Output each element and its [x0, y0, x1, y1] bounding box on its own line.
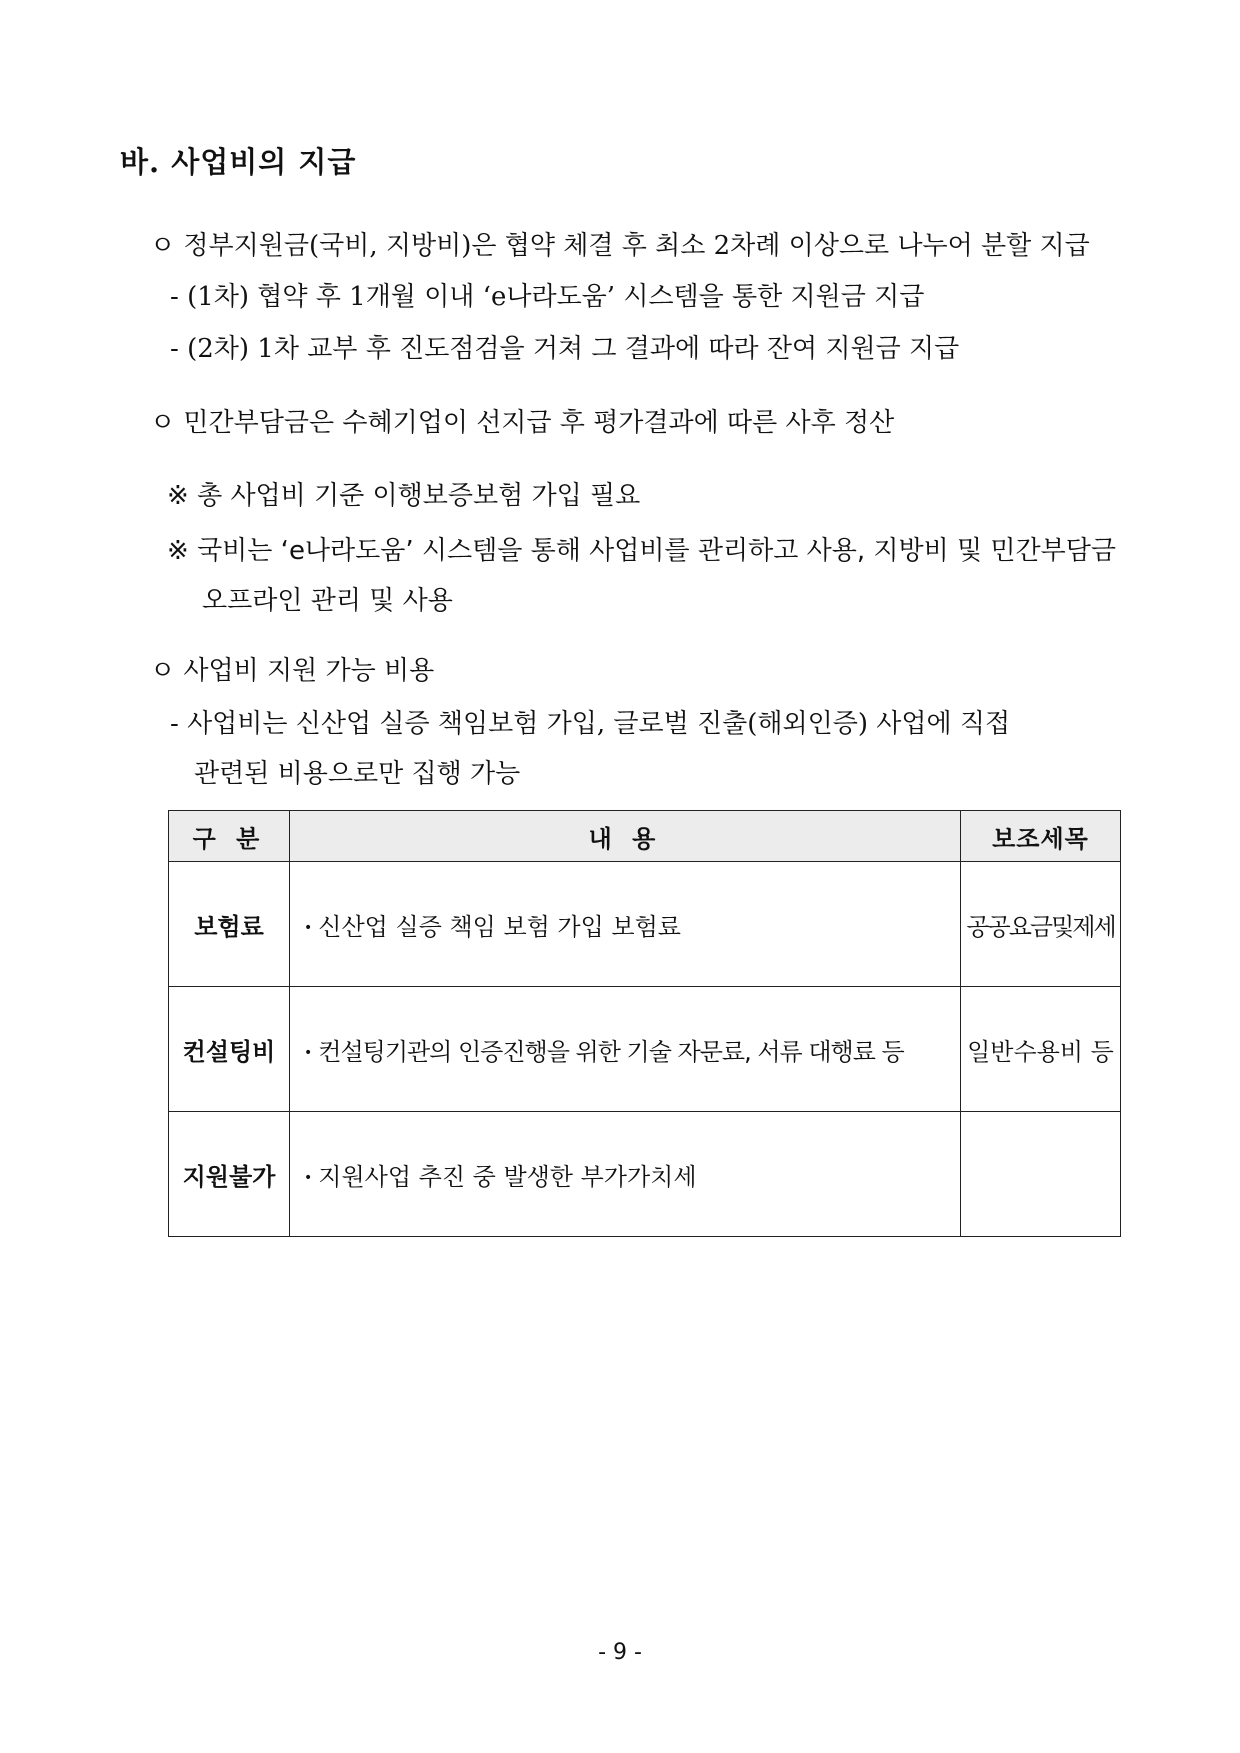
dash-marker: - — [170, 334, 179, 364]
paragraph-government-subsidy — [150, 225, 1090, 262]
row-content-text: 지원사업 추진 중 발생한 부가가치세 — [318, 1162, 697, 1191]
paragraph-private-burden — [150, 402, 894, 439]
sub-item-first-payment — [170, 276, 924, 313]
sub-item-second-payment — [170, 328, 959, 365]
header-content: 내 용 — [290, 811, 961, 862]
row-sub-item — [961, 1112, 1121, 1237]
paragraph-text: 사업비 지원 가능 비용 — [183, 656, 435, 686]
row-content-text: 컨설팅기관의 인증진행을 위한 기술 자문료, 서류 대행료 등 — [318, 1037, 904, 1066]
page-number: - 9 - — [598, 1640, 642, 1665]
row-sub-item: 공공요금및제세 — [961, 862, 1121, 987]
circle-marker: ㅇ — [150, 656, 176, 686]
sub-item-text: (2차) 1차 교부 후 진도점검을 거쳐 그 결과에 따라 잔여 지원금 지급 — [187, 334, 960, 364]
sub-item-direct-costs — [170, 703, 1010, 740]
reference-mark: ※ — [167, 481, 189, 511]
note-text: 총 사업비 기준 이행보증보험 가입 필요 — [197, 481, 641, 511]
note-text: 국비는 ‘e나라도움’ 시스템을 통해 사업비를 관리하고 사용, 지방비 및 민간부담금 — [197, 536, 1116, 566]
row-category: 컨설팅비 — [169, 987, 290, 1112]
note-national-funds-continued: 오프라인 관리 및 사용 — [202, 586, 453, 616]
section-title: 바. 사업비의 지급 — [120, 145, 357, 179]
header-category: 구 분 — [169, 811, 290, 862]
row-content — [290, 862, 961, 987]
row-category: 보험료 — [169, 862, 290, 987]
paragraph-eligible-costs — [150, 650, 434, 687]
row-content — [290, 1112, 961, 1237]
table-row — [169, 987, 1121, 1112]
row-content — [290, 987, 961, 1112]
row-sub-item: 일반수용비 등 — [961, 987, 1121, 1112]
sub-item-text: (1차) 협약 후 1개월 이내 ‘e나라도움’ 시스템을 통한 지원금 지급 — [187, 282, 925, 312]
bullet: • — [304, 919, 313, 936]
header-sub-item: 보조세목 — [961, 811, 1121, 862]
table-row — [169, 862, 1121, 987]
dash-marker: - — [170, 282, 179, 312]
eligible-costs-table — [168, 810, 1121, 1237]
note-national-funds — [167, 530, 1116, 567]
table-header-row — [169, 811, 1121, 862]
sub-item-text: 사업비는 신산업 실증 책임보험 가입, 글로벌 진출(해외인증) 사업에 직접 — [187, 709, 1011, 739]
reference-mark: ※ — [167, 536, 189, 566]
table-row — [169, 1112, 1121, 1237]
row-content-text: 신산업 실증 책임 보험 가입 보험료 — [318, 912, 681, 941]
row-category: 지원불가 — [169, 1112, 290, 1237]
paragraph-text: 민간부담금은 수혜기업이 선지급 후 평가결과에 따른 사후 정산 — [183, 408, 895, 438]
sub-item-direct-costs-continued: 관련된 비용으로만 집행 가능 — [194, 759, 521, 789]
circle-marker: ㅇ — [150, 408, 176, 438]
note-performance-bond — [167, 475, 640, 512]
paragraph-text: 정부지원금(국비, 지방비)은 협약 체결 후 최소 2차례 이상으로 나누어 분할 지급 — [183, 231, 1090, 261]
dash-marker: - — [170, 709, 179, 739]
circle-marker: ㅇ — [150, 231, 176, 261]
bullet: • — [304, 1044, 313, 1061]
bullet: • — [304, 1169, 313, 1186]
